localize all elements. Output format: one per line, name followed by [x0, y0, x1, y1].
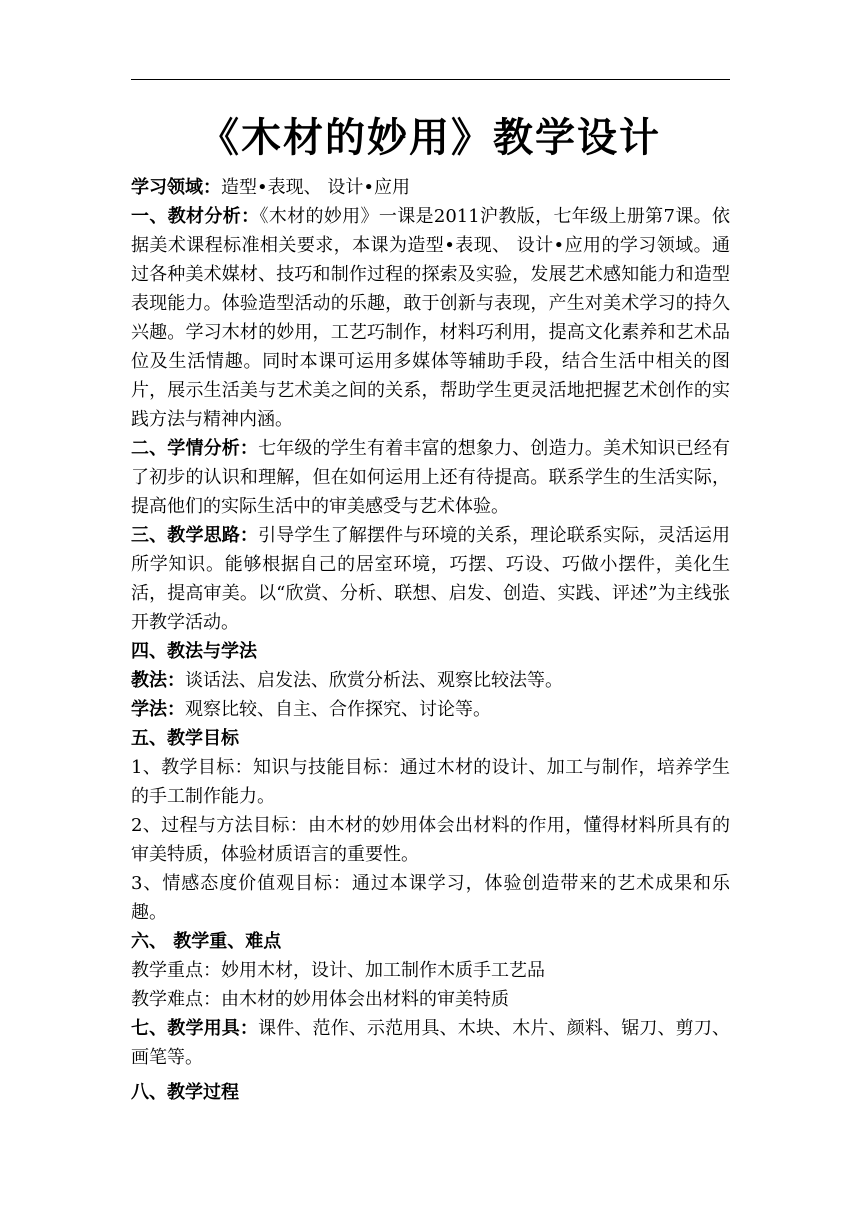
paragraph-text: 造型•表现、 设计•应用 [221, 177, 410, 198]
heading-key-points [131, 927, 730, 956]
paragraph-teaching-tools [131, 1014, 730, 1072]
paragraph-label: 学习领域： [131, 177, 221, 198]
paragraph-text: 引导学生了解摆件与环境的关系，理论联系实际，灵活运用所学知识。能够根据自己的居室环境，巧摆、巧设、巧做小摆件，美化生活，提高审美。以“欣赏、分析、联想、启发、创造、实践、评述”为主线张开教学活动。 [131, 525, 730, 633]
header-rule [131, 79, 730, 80]
paragraph-text: 课件、范作、示范用具、木块、木片、颜料、锯刀、剪刀、画笔等。 [131, 1018, 730, 1068]
paragraph-text: 观察比较、自主、合作探究、讨论等。 [185, 699, 491, 720]
paragraph-text: 七年级的学生有着丰富的想象力、创造力。美术知识已经有了初步的认识和理解，但在如何运用上还有待提高。联系学生的生活实际，提高他们的实际生活中的审美感受与艺术体验。 [131, 438, 730, 517]
paragraph-text: 《木材的妙用》一课是2011沪教版，七年级上册第7课。依据美术课程标准相关要求，本课为造型•表现、 设计•应用的学习领域。通过各种美术媒材、技巧和制作过程的探索及实验，发展艺术感知能力和造型表现能力。体验造型活动的乐趣，敢于创新与表现，产生对美术学习的持久兴趣。学习木材的妙用，工艺巧制作，材料巧利用，提高文化素养和艺术品位及生活情趣。同时本课可运用多媒体等辅助手段，结合生活中相关的图片，展示生活美与艺术美之间的关系，帮助学生更灵活地把握艺术创作的实践方法与精神内涵。 [131, 206, 731, 430]
paragraph-learning-area [131, 173, 730, 202]
paragraph-teaching-method [131, 666, 730, 695]
paragraph-label: 三、教学思路： [131, 525, 259, 546]
paragraph-text: 教学难点：由木材的妙用体会出材料的审美特质 [131, 989, 509, 1010]
paragraph-material-analysis [131, 202, 730, 434]
paragraph-text: 1、教学目标：知识与技能目标：通过木材的设计、加工与制作，培养学生的手工制作能力。 [131, 757, 730, 807]
paragraph-student-analysis [131, 434, 730, 521]
document-body [131, 173, 730, 1107]
paragraph-label: 一、教材分析： [131, 206, 260, 227]
paragraph-objective-3 [131, 869, 730, 927]
paragraph-label: 六、 教学重、难点 [131, 931, 282, 952]
paragraph-label: 七、教学用具： [131, 1018, 259, 1039]
paragraph-objective-2 [131, 811, 730, 869]
paragraph-text: 谈话法、启发法、欣赏分析法、观察比较法等。 [185, 670, 563, 691]
paragraph-text: 3、情感态度价值观目标：通过本课学习，体验创造带来的艺术成果和乐趣。 [131, 873, 730, 923]
heading-methods [131, 637, 730, 666]
heading-objectives [131, 724, 730, 753]
heading-teaching-process [131, 1078, 730, 1107]
paragraph-teaching-approach [131, 521, 730, 637]
paragraph-difficulty [131, 985, 730, 1014]
paragraph-key-point [131, 956, 730, 985]
document-title: 《木材的妙用》教学设计 [199, 115, 661, 161]
paragraph-objective-1 [131, 753, 730, 811]
paragraph-label: 教法： [131, 670, 185, 691]
paragraph-text: 2、过程与方法目标：由木材的妙用体会出材料的作用，懂得材料所具有的审美特质，体验材质语言的重要性。 [131, 815, 730, 865]
paragraph-label: 五、教学目标 [131, 728, 239, 749]
paragraph-label: 四、教法与学法 [131, 641, 257, 662]
paragraph-label: 八、教学过程 [131, 1082, 239, 1103]
paragraph-label: 学法： [131, 699, 185, 720]
paragraph-label: 二、学情分析： [131, 438, 259, 459]
paragraph-learning-method [131, 695, 730, 724]
paragraph-text: 教学重点：妙用木材，设计、加工制作木质手工艺品 [131, 960, 545, 981]
